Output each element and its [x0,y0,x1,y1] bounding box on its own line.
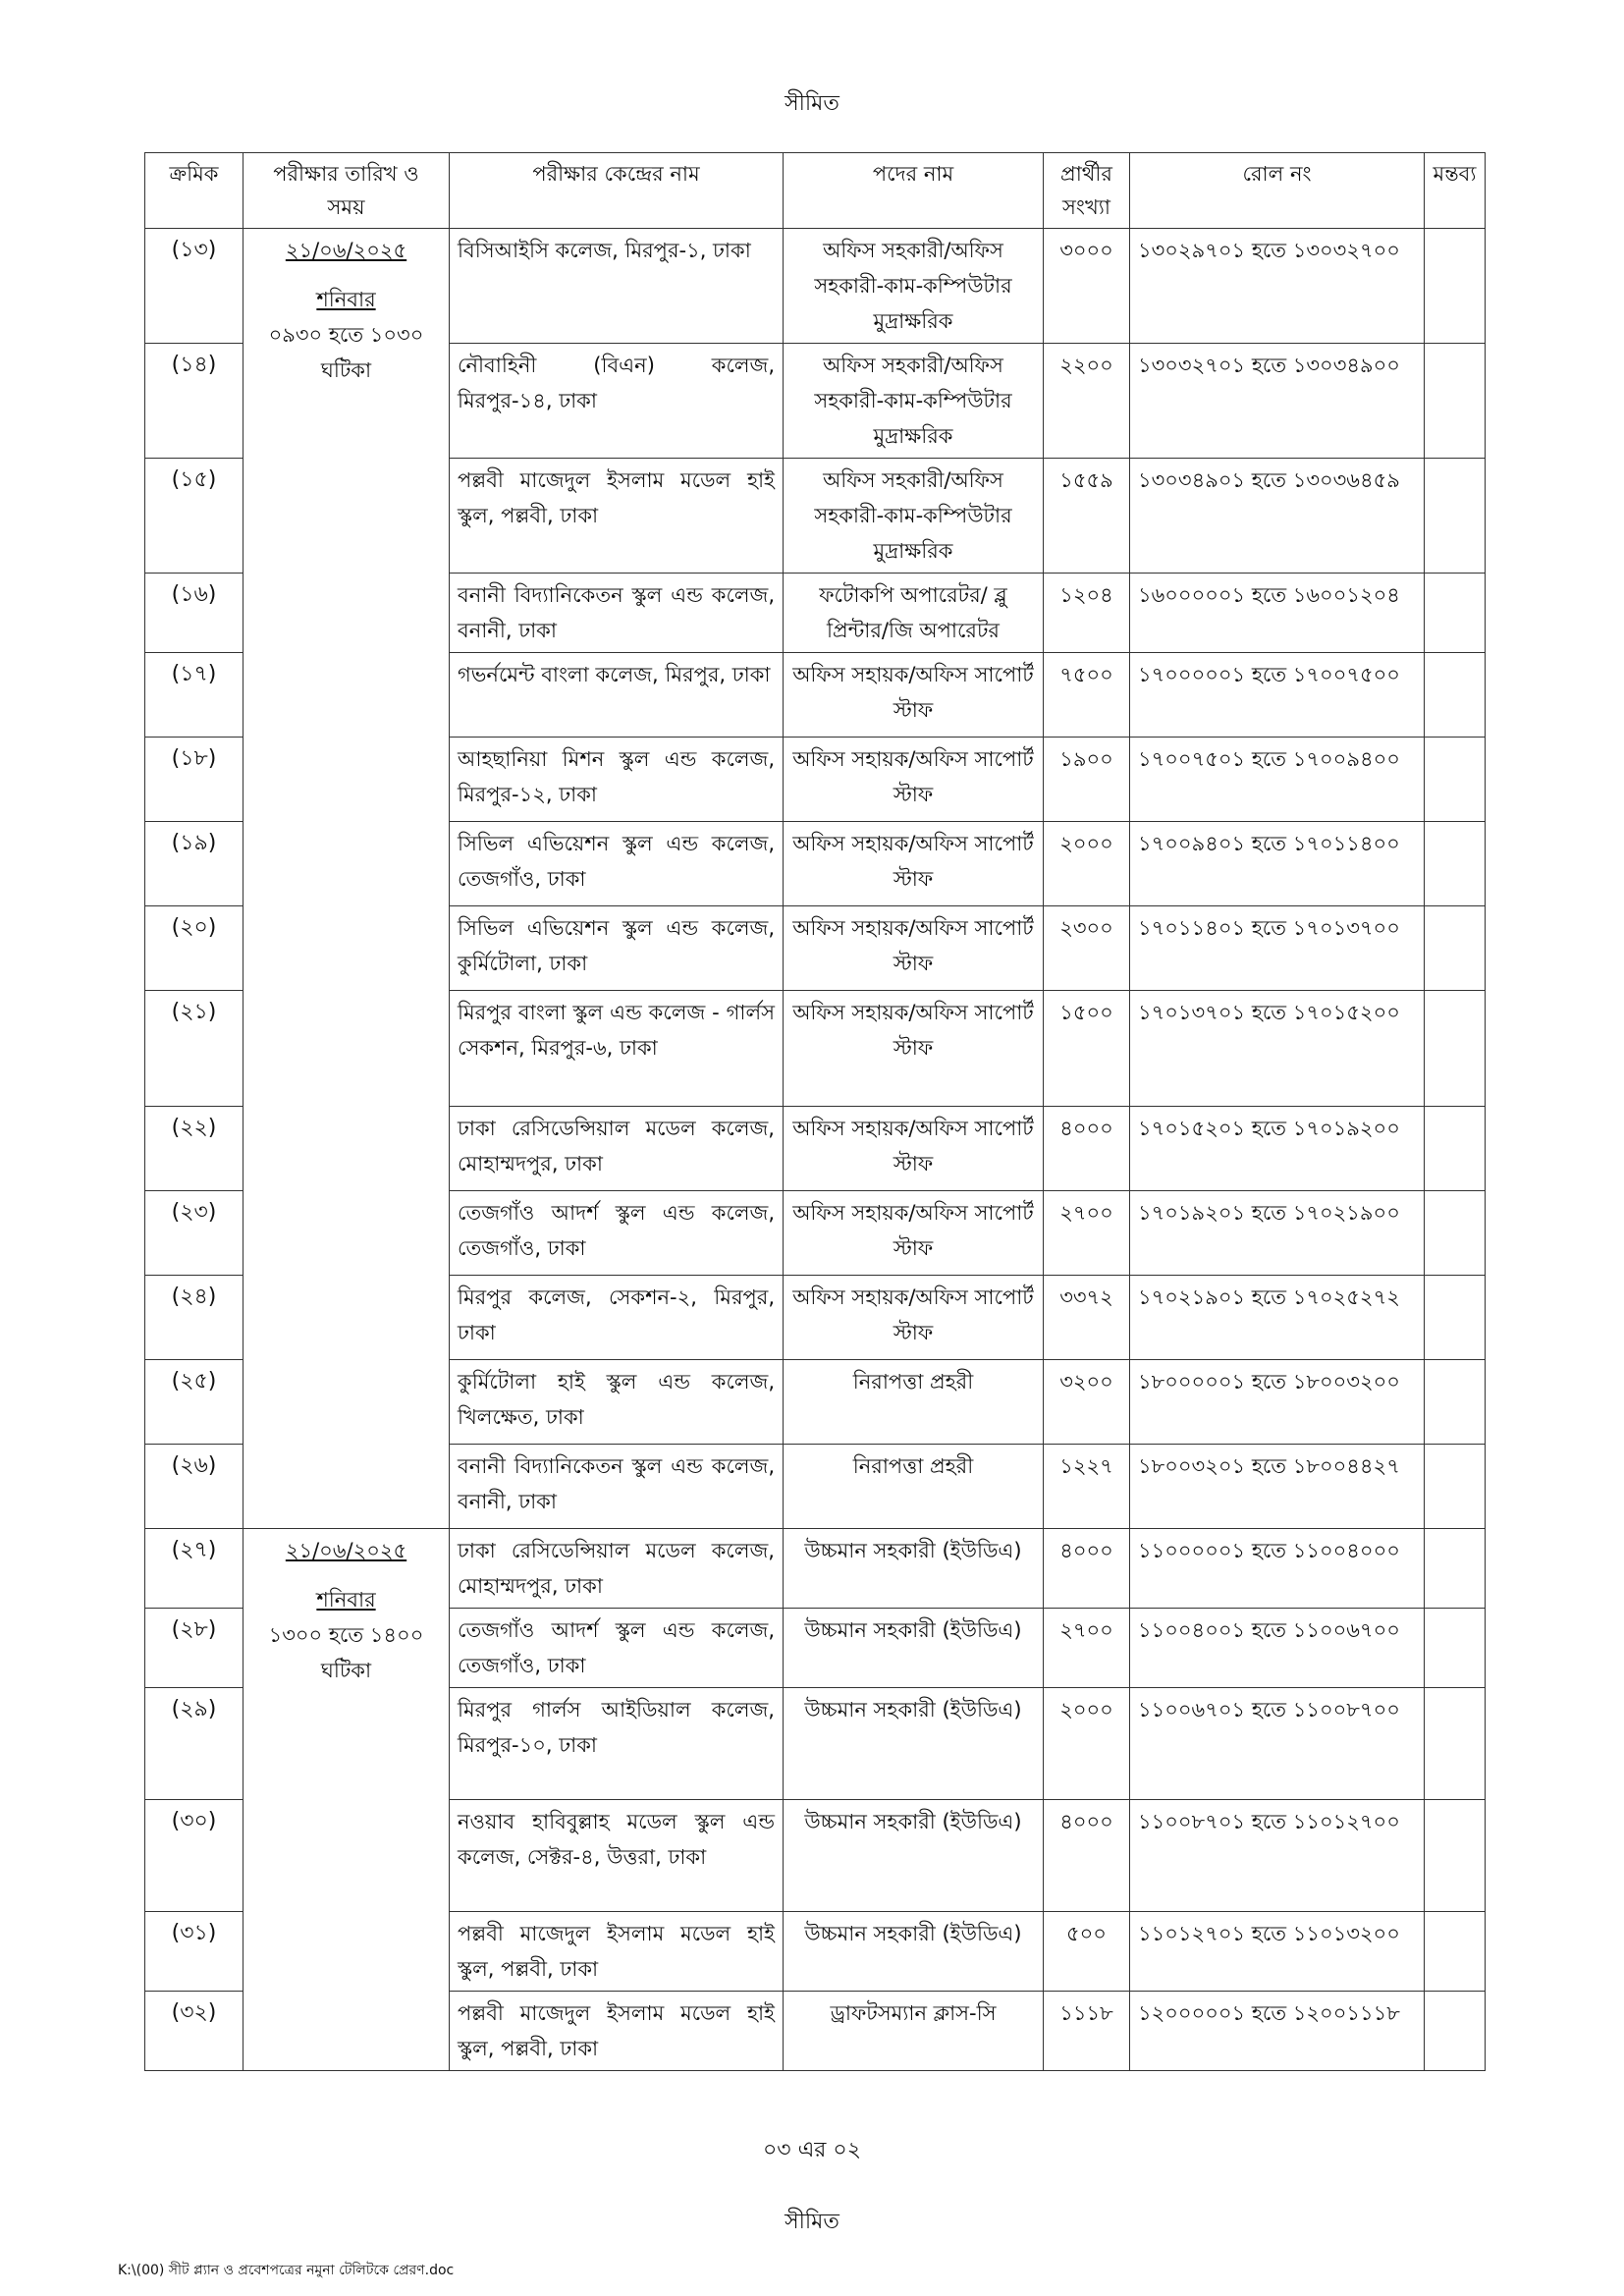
table-header-row [145,153,1486,229]
row-candidate-count: ৩৩৭২ [1044,1276,1130,1360]
exam-time: ০৯৩০ হতে ১০৩০ ঘটিকা [268,323,424,382]
row-roll-range: ১৭০০০০০১ হতে ১৭০০৭৫০০ [1130,653,1425,738]
row-candidate-count: ২০০০ [1044,822,1130,906]
row-post-name: উচ্চমান সহকারী (ইউডিএ) [784,1688,1044,1800]
row-roll-range: ১৭০০৯৪০১ হতে ১৭০১১৪০০ [1130,822,1425,906]
row-remarks [1425,822,1486,906]
row-serial: (২১) [145,991,244,1107]
row-candidate-count: ৩২০০ [1044,1360,1130,1445]
row-candidate-count: ৪০০০ [1044,1529,1130,1609]
row-roll-range: ১৭০১৩৭০১ হতে ১৭০১৫২০০ [1130,991,1425,1107]
row-serial: (২৩) [145,1191,244,1276]
row-post-name: উচ্চমান সহকারী (ইউডিএ) [784,1912,1044,1992]
row-serial: (১৭) [145,653,244,738]
exam-datetime-cell [244,229,450,1529]
row-center-name: পল্লবী মাজেদুল ইসলাম মডেল হাই স্কুল, পল্লবী, ঢাকা [450,1912,784,1992]
row-center-name: সিভিল এভিয়েশন স্কুল এন্ড কলেজ, কুর্মিটোলা, ঢাকা [450,906,784,991]
row-serial: (১৪) [145,344,244,459]
row-center-name: পল্লবী মাজেদুল ইসলাম মডেল হাই স্কুল, পল্লবী, ঢাকা [450,1992,784,2071]
row-candidate-count: ২৭০০ [1044,1609,1130,1688]
table-row [145,229,1486,344]
row-remarks [1425,653,1486,738]
row-roll-range: ১৭০২১৯০১ হতে ১৭০২৫২৭২ [1130,1276,1425,1360]
row-post-name: নিরাপত্তা প্রহরী [784,1445,1044,1529]
row-post-name: উচ্চমান সহকারী (ইউডিএ) [784,1609,1044,1688]
row-roll-range: ১১০১২৭০১ হতে ১১০১৩২০০ [1130,1912,1425,1992]
row-candidate-count: ১১১৮ [1044,1992,1130,2071]
row-post-name: ফটোকপি অপারেটর/ ব্লু প্রিন্টার/জি অপারেটর [784,574,1044,653]
exam-datetime-cell [244,1529,450,2071]
row-remarks [1425,1360,1486,1445]
row-candidate-count: ২৭০০ [1044,1191,1130,1276]
col-header-count: প্রার্থীর সংখ্যা [1044,153,1130,229]
row-candidate-count: ২৩০০ [1044,906,1130,991]
row-post-name: অফিস সহায়ক/অফিস সাপোর্ট স্টাফ [784,653,1044,738]
exam-day: শনিবার [316,1588,376,1612]
row-post-name: অফিস সহায়ক/অফিস সাপোর্ট স্টাফ [784,822,1044,906]
row-roll-range: ১১০০৪০০১ হতে ১১০০৬৭০০ [1130,1609,1425,1688]
row-candidate-count: ৫০০ [1044,1912,1130,1992]
row-remarks [1425,1609,1486,1688]
row-serial: (২৮) [145,1609,244,1688]
table-row [145,1529,1486,1609]
row-remarks [1425,1688,1486,1800]
row-serial: (২২) [145,1107,244,1191]
row-roll-range: ১১০০৮৭০১ হতে ১১০১২৭০০ [1130,1800,1425,1912]
row-center-name: মিরপুর বাংলা স্কুল এন্ড কলেজ - গার্লস সেকশন, মিরপুর-৬, ঢাকা [450,991,784,1107]
col-header-post: পদের নাম [784,153,1044,229]
row-serial: (১৯) [145,822,244,906]
row-post-name: অফিস সহকারী/অফিস সহকারী-কাম-কম্পিউটার মুদ্রাক্ষরিক [784,229,1044,344]
row-candidate-count: ৭৫০০ [1044,653,1130,738]
row-candidate-count: ৩০০০ [1044,229,1130,344]
col-header-center: পরীক্ষার কেন্দ্রের নাম [450,153,784,229]
exam-date: ২১/০৬/২০২৫ [285,239,407,262]
row-remarks [1425,1445,1486,1529]
row-remarks [1425,738,1486,822]
col-header-datetime: পরীক্ষার তারিখ ও সময় [244,153,450,229]
page-number: ০৩ এর ০২ [762,2138,862,2162]
row-center-name: আহছানিয়া মিশন স্কুল এন্ড কলেজ, মিরপুর-১২, ঢাকা [450,738,784,822]
row-remarks [1425,1912,1486,1992]
row-candidate-count: ১৫৫৯ [1044,459,1130,574]
row-post-name: অফিস সহায়ক/অফিস সাপোর্ট স্টাফ [784,1276,1044,1360]
row-center-name: সিভিল এভিয়েশন স্কুল এন্ড কলেজ, তেজগাঁও, ঢাকা [450,822,784,906]
row-post-name: অফিস সহায়ক/অফিস সাপোর্ট স্টাফ [784,1107,1044,1191]
row-roll-range: ১৬০০০০০১ হতে ১৬০০১২০৪ [1130,574,1425,653]
row-post-name: অফিস সহায়ক/অফিস সাপোর্ট স্টাফ [784,1191,1044,1276]
row-center-name: তেজগাঁও আদর্শ স্কুল এন্ড কলেজ, তেজগাঁও, ঢাকা [450,1609,784,1688]
row-candidate-count: ১২২৭ [1044,1445,1130,1529]
row-center-name: পল্লবী মাজেদুল ইসলাম মডেল হাই স্কুল, পল্লবী, ঢাকা [450,459,784,574]
row-serial: (৩১) [145,1912,244,1992]
row-center-name: নৌবাহিনী (বিএন) কলেজ, মিরপুর-১৪, ঢাকা [450,344,784,459]
row-roll-range: ১৩০৩২৭০১ হতে ১৩০৩৪৯০০ [1130,344,1425,459]
row-center-name: নওয়াব হাবিবুল্লাহ মডেল স্কুল এন্ড কলেজ, সেক্টর-৪, উত্তরা, ঢাকা [450,1800,784,1912]
row-roll-range: ১৭০১১৪০১ হতে ১৭০১৩৭০০ [1130,906,1425,991]
row-remarks [1425,991,1486,1107]
row-serial: (১৫) [145,459,244,574]
row-serial: (২৪) [145,1276,244,1360]
row-remarks [1425,1276,1486,1360]
row-roll-range: ১৩০২৯৭০১ হতে ১৩০৩২৭০০ [1130,229,1425,344]
row-serial: (১৩) [145,229,244,344]
row-candidate-count: ২০০০ [1044,1688,1130,1800]
row-candidate-count: ৪০০০ [1044,1107,1130,1191]
row-post-name: অফিস সহায়ক/অফিস সাপোর্ট স্টাফ [784,738,1044,822]
row-remarks [1425,574,1486,653]
row-post-name: ড্রাফটসম্যান ক্লাস-সি [784,1992,1044,2071]
row-candidate-count: ১২০৪ [1044,574,1130,653]
exam-schedule-table [144,152,1486,2071]
row-serial: (২০) [145,906,244,991]
row-remarks [1425,1191,1486,1276]
row-serial: (৩০) [145,1800,244,1912]
exam-date: ২১/০৬/২০২৫ [285,1539,407,1562]
row-roll-range: ১১০০০০০১ হতে ১১০০৪০০০ [1130,1529,1425,1609]
row-post-name: অফিস সহকারী/অফিস সহকারী-কাম-কম্পিউটার মুদ্রাক্ষরিক [784,344,1044,459]
row-roll-range: ১৮০০৩২০১ হতে ১৮০০৪৪২৭ [1130,1445,1425,1529]
col-header-roll: রোল নং [1130,153,1425,229]
file-path: K:\(00) সীট প্ল্যান ও প্রবেশপত্রের নমুনা টেলিটকে প্রেরণ.doc [118,2263,455,2278]
row-serial: (২৭) [145,1529,244,1609]
row-serial: (১৬) [145,574,244,653]
row-candidate-count: ১৫০০ [1044,991,1130,1107]
row-center-name: তেজগাঁও আদর্শ স্কুল এন্ড কলেজ, তেজগাঁও, ঢাকা [450,1191,784,1276]
row-center-name: ঢাকা রেসিডেন্সিয়াল মডেল কলেজ, মোহাম্মদপুর, ঢাকা [450,1107,784,1191]
row-roll-range: ১৭০১৯২০১ হতে ১৭০২১৯০০ [1130,1191,1425,1276]
row-remarks [1425,229,1486,344]
row-remarks [1425,344,1486,459]
row-remarks [1425,1992,1486,2071]
row-center-name: মিরপুর গার্লস আইডিয়াল কলেজ, মিরপুর-১০, ঢাকা [450,1688,784,1800]
row-remarks [1425,459,1486,574]
row-post-name: অফিস সহায়ক/অফিস সাপোর্ট স্টাফ [784,991,1044,1107]
exam-time: ১৩০০ হতে ১৪০০ ঘটিকা [268,1623,424,1682]
row-center-name: বনানী বিদ্যানিকেতন স্কুল এন্ড কলেজ, বনানী, ঢাকা [450,574,784,653]
row-roll-range: ১২০০০০০১ হতে ১২০০১১১৮ [1130,1992,1425,2071]
row-remarks [1425,1529,1486,1609]
col-header-serial: ক্রমিক [145,153,244,229]
row-remarks [1425,1107,1486,1191]
row-post-name: নিরাপত্তা প্রহরী [784,1360,1044,1445]
row-candidate-count: ২২০০ [1044,344,1130,459]
row-center-name: গভর্নমেন্ট বাংলা কলেজ, মিরপুর, ঢাকা [450,653,784,738]
row-center-name: ঢাকা রেসিডেন্সিয়াল মডেল কলেজ, মোহাম্মদপুর, ঢাকা [450,1529,784,1609]
classification-footer: সীমিত [785,2210,839,2234]
row-center-name: কুর্মিটোলা হাই স্কুল এন্ড কলেজ, খিলক্ষেত, ঢাকা [450,1360,784,1445]
col-header-remarks: মন্তব্য [1425,153,1486,229]
row-candidate-count: ১৯০০ [1044,738,1130,822]
row-remarks [1425,1800,1486,1912]
row-post-name: উচ্চমান সহকারী (ইউডিএ) [784,1529,1044,1609]
row-serial: (১৮) [145,738,244,822]
row-roll-range: ১৩০৩৪৯০১ হতে ১৩০৩৬৪৫৯ [1130,459,1425,574]
row-post-name: অফিস সহায়ক/অফিস সাপোর্ট স্টাফ [784,906,1044,991]
row-roll-range: ১৭০১৫২০১ হতে ১৭০১৯২০০ [1130,1107,1425,1191]
row-post-name: উচ্চমান সহকারী (ইউডিএ) [784,1800,1044,1912]
row-serial: (৩২) [145,1992,244,2071]
row-center-name: বনানী বিদ্যানিকেতন স্কুল এন্ড কলেজ, বনানী, ঢাকা [450,1445,784,1529]
row-serial: (২৬) [145,1445,244,1529]
row-remarks [1425,906,1486,991]
row-candidate-count: ৪০০০ [1044,1800,1130,1912]
row-roll-range: ১৮০০০০০১ হতে ১৮০০৩২০০ [1130,1360,1425,1445]
row-post-name: অফিস সহকারী/অফিস সহকারী-কাম-কম্পিউটার মুদ্রাক্ষরিক [784,459,1044,574]
row-center-name: বিসিআইসি কলেজ, মিরপুর-১, ঢাকা [450,229,784,344]
row-serial: (২৫) [145,1360,244,1445]
classification-header: সীমিত [785,91,839,116]
row-roll-range: ১১০০৬৭০১ হতে ১১০০৮৭০০ [1130,1688,1425,1800]
exam-day: শনিবার [316,288,376,311]
row-center-name: মিরপুর কলেজ, সেকশন-২, মিরপুর, ঢাকা [450,1276,784,1360]
row-roll-range: ১৭০০৭৫০১ হতে ১৭০০৯৪০০ [1130,738,1425,822]
row-serial: (২৯) [145,1688,244,1800]
